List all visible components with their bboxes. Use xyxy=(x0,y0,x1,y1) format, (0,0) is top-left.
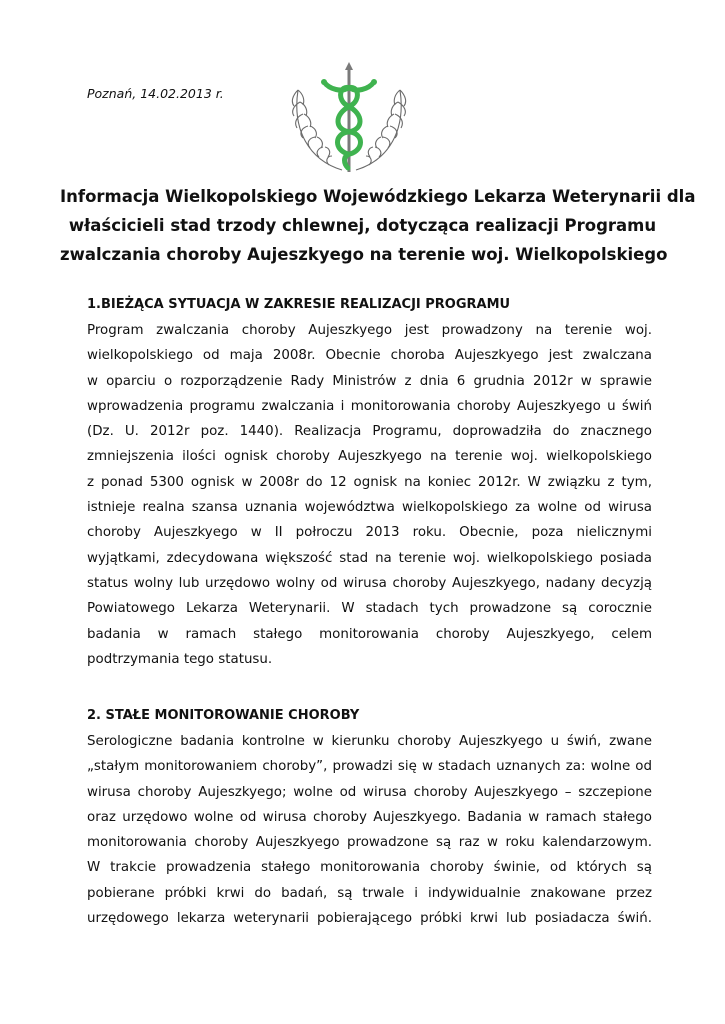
paragraph-line: wyjątkami, zdecydowana większość stad na terenie woj. wielkopolskiego posiada xyxy=(87,550,652,566)
title-line: zwalczania choroby Aujeszkyego na terenie woj. Wielkopolskiego xyxy=(60,245,668,264)
veterinary-logo-icon xyxy=(284,60,414,175)
title-line: Informacja Wielkopolskiego Wojewódzkiego Lekarza Weterynarii dla xyxy=(60,187,696,206)
paragraph-line: „stałym monitorowaniem choroby”, prowadzi się w stadach uznanych za: wolne od xyxy=(87,759,652,775)
document-title xyxy=(60,182,696,269)
section-heading: 1.BIEŻĄCA SYTUACJA W ZAKRESIE REALIZACJI PROGRAMU xyxy=(87,297,511,312)
paragraph-line: choroby Aujeszkyego w II połroczu 2013 roku. Obecnie, poza nielicznymi xyxy=(87,525,652,541)
document-date: Poznań, 14.02.2013 r. xyxy=(87,86,224,101)
paragraph-line: pobierane próbki krwi do badań, są trwale i indywidualnie znakowane przez xyxy=(87,885,652,901)
paragraph-line: wprowadzenia programu zwalczania i monitorowania choroby Aujeszkyego u świń xyxy=(87,398,652,414)
section-paragraph xyxy=(87,729,652,931)
paragraph-line: z ponad 5300 ognisk w 2008r do 12 ognisk na koniec 2012r. W związku z tym, xyxy=(87,474,652,490)
paragraph-line: status wolny lub urzędowo wolny od wirusa choroby Aujeszkyego, nadany decyzją xyxy=(87,575,652,591)
paragraph-line: oraz urzędowo wolne od wirusa choroby Aujeszkyego. Badania w ramach stałego xyxy=(87,809,652,825)
title-line: właścicieli stad trzody chlewnej, dotycząca realizacji Programu xyxy=(68,216,657,235)
paragraph-line: wielkopolskiego od maja 2008r. Obecnie choroba Aujeszkyego jest zwalczana xyxy=(87,348,652,364)
paragraph-line: W trakcie prowadzenia stałego monitorowania choroby świnie, od których są xyxy=(87,860,652,876)
paragraph-line: (Dz. U. 2012r poz. 1440). Realizacja Programu, doprowadziła do znacznego xyxy=(87,424,652,440)
paragraph-line: podtrzymania tego statusu. xyxy=(87,651,273,667)
section-monitoring xyxy=(87,703,652,931)
paragraph-line: Program zwalczania choroby Aujeszkyego jest prowadzony na terenie woj. xyxy=(87,323,652,338)
paragraph-line: monitorowania choroby Aujeszkyego prowadzone są raz w roku kalendarzowym. xyxy=(87,835,652,851)
paragraph-line: urzędowego lekarza weterynarii pobierającego próbki krwi lub posiadacza świń. xyxy=(87,911,652,927)
paragraph-line: zmniejszenia ilości ognisk choroby Aujeszkyego na terenie woj. wielkopolskiego xyxy=(87,449,652,465)
paragraph-line: wirusa choroby Aujeszkyego; wolne od wirusa choroby Aujeszkyego – szczepione xyxy=(87,784,652,800)
paragraph-line: istnieje realna szansa uznania województwa wielkopolskiego za wolne od wirusa xyxy=(87,500,652,516)
paragraph-line: w oparciu o rozporządzenie Rady Ministrów z dnia 6 grudnia 2012r w sprawie xyxy=(87,373,652,389)
paragraph-line: Powiatowego Lekarza Weterynarii. W stadach tych prowadzone są corocznie xyxy=(87,601,652,617)
section-current-situation xyxy=(87,292,652,672)
paragraph-line: Serologiczne badania kontrolne w kierunku choroby Aujeszkyego u świń, zwane xyxy=(87,734,652,749)
section-paragraph xyxy=(87,318,652,672)
section-heading: 2. STAŁE MONITOROWANIE CHOROBY xyxy=(87,708,360,723)
paragraph-line: badania w ramach stałego monitorowania choroby Aujeszkyego, celem xyxy=(87,626,652,642)
